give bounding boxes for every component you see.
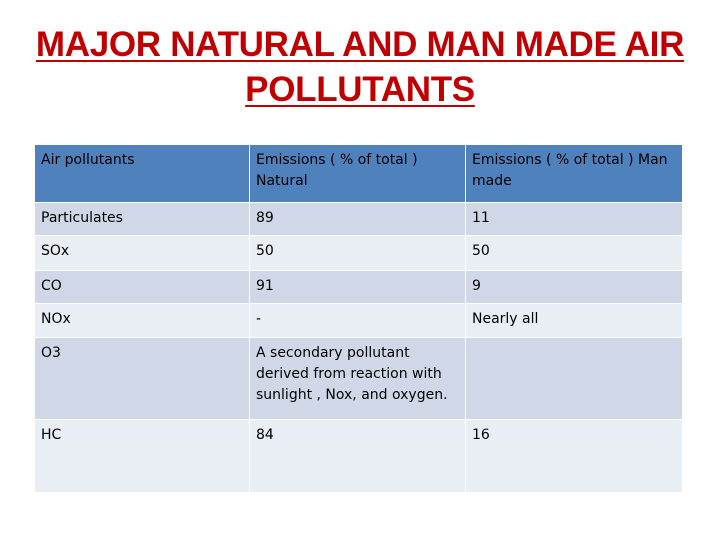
pollutant-cell: HC (35, 420, 250, 493)
table-row (35, 271, 682, 304)
man-made-cell: 16 (466, 420, 682, 493)
man-made-cell (466, 338, 682, 420)
natural-cell: 91 (250, 271, 466, 304)
table-row (35, 236, 682, 271)
table-row (35, 338, 682, 420)
man-made-cell: Nearly all (466, 304, 682, 338)
page-title (0, 22, 720, 112)
pollutant-cell: Particulates (35, 203, 250, 236)
pollutant-cell: CO (35, 271, 250, 304)
natural-cell: 84 (250, 420, 466, 493)
table-header-row (35, 145, 682, 203)
man-made-cell: 9 (466, 271, 682, 304)
table-row (35, 203, 682, 236)
pollutant-cell: O3 (35, 338, 250, 420)
man-made-cell: 11 (466, 203, 682, 236)
header-emissions-natural: Emissions ( % of total ) Natural (250, 145, 466, 203)
pollutants-table (35, 145, 682, 493)
natural-cell: A secondary pollutant derived from reaction with sunlight , Nox, and oxygen. (250, 338, 466, 420)
natural-cell: 50 (250, 236, 466, 271)
natural-cell: 89 (250, 203, 466, 236)
table-row (35, 304, 682, 338)
pollutant-cell: SOx (35, 236, 250, 271)
title-line-1: MAJOR NATURAL AND MAN MADE AIR (35, 25, 685, 64)
pollutant-cell: NOx (35, 304, 250, 338)
header-air-pollutants: Air pollutants (35, 145, 250, 203)
man-made-cell: 50 (466, 236, 682, 271)
title-line-2: POLLUTANTS (245, 70, 475, 109)
table-row (35, 420, 682, 493)
header-emissions-man-made: Emissions ( % of total ) Man made (466, 145, 682, 203)
natural-cell: - (250, 304, 466, 338)
